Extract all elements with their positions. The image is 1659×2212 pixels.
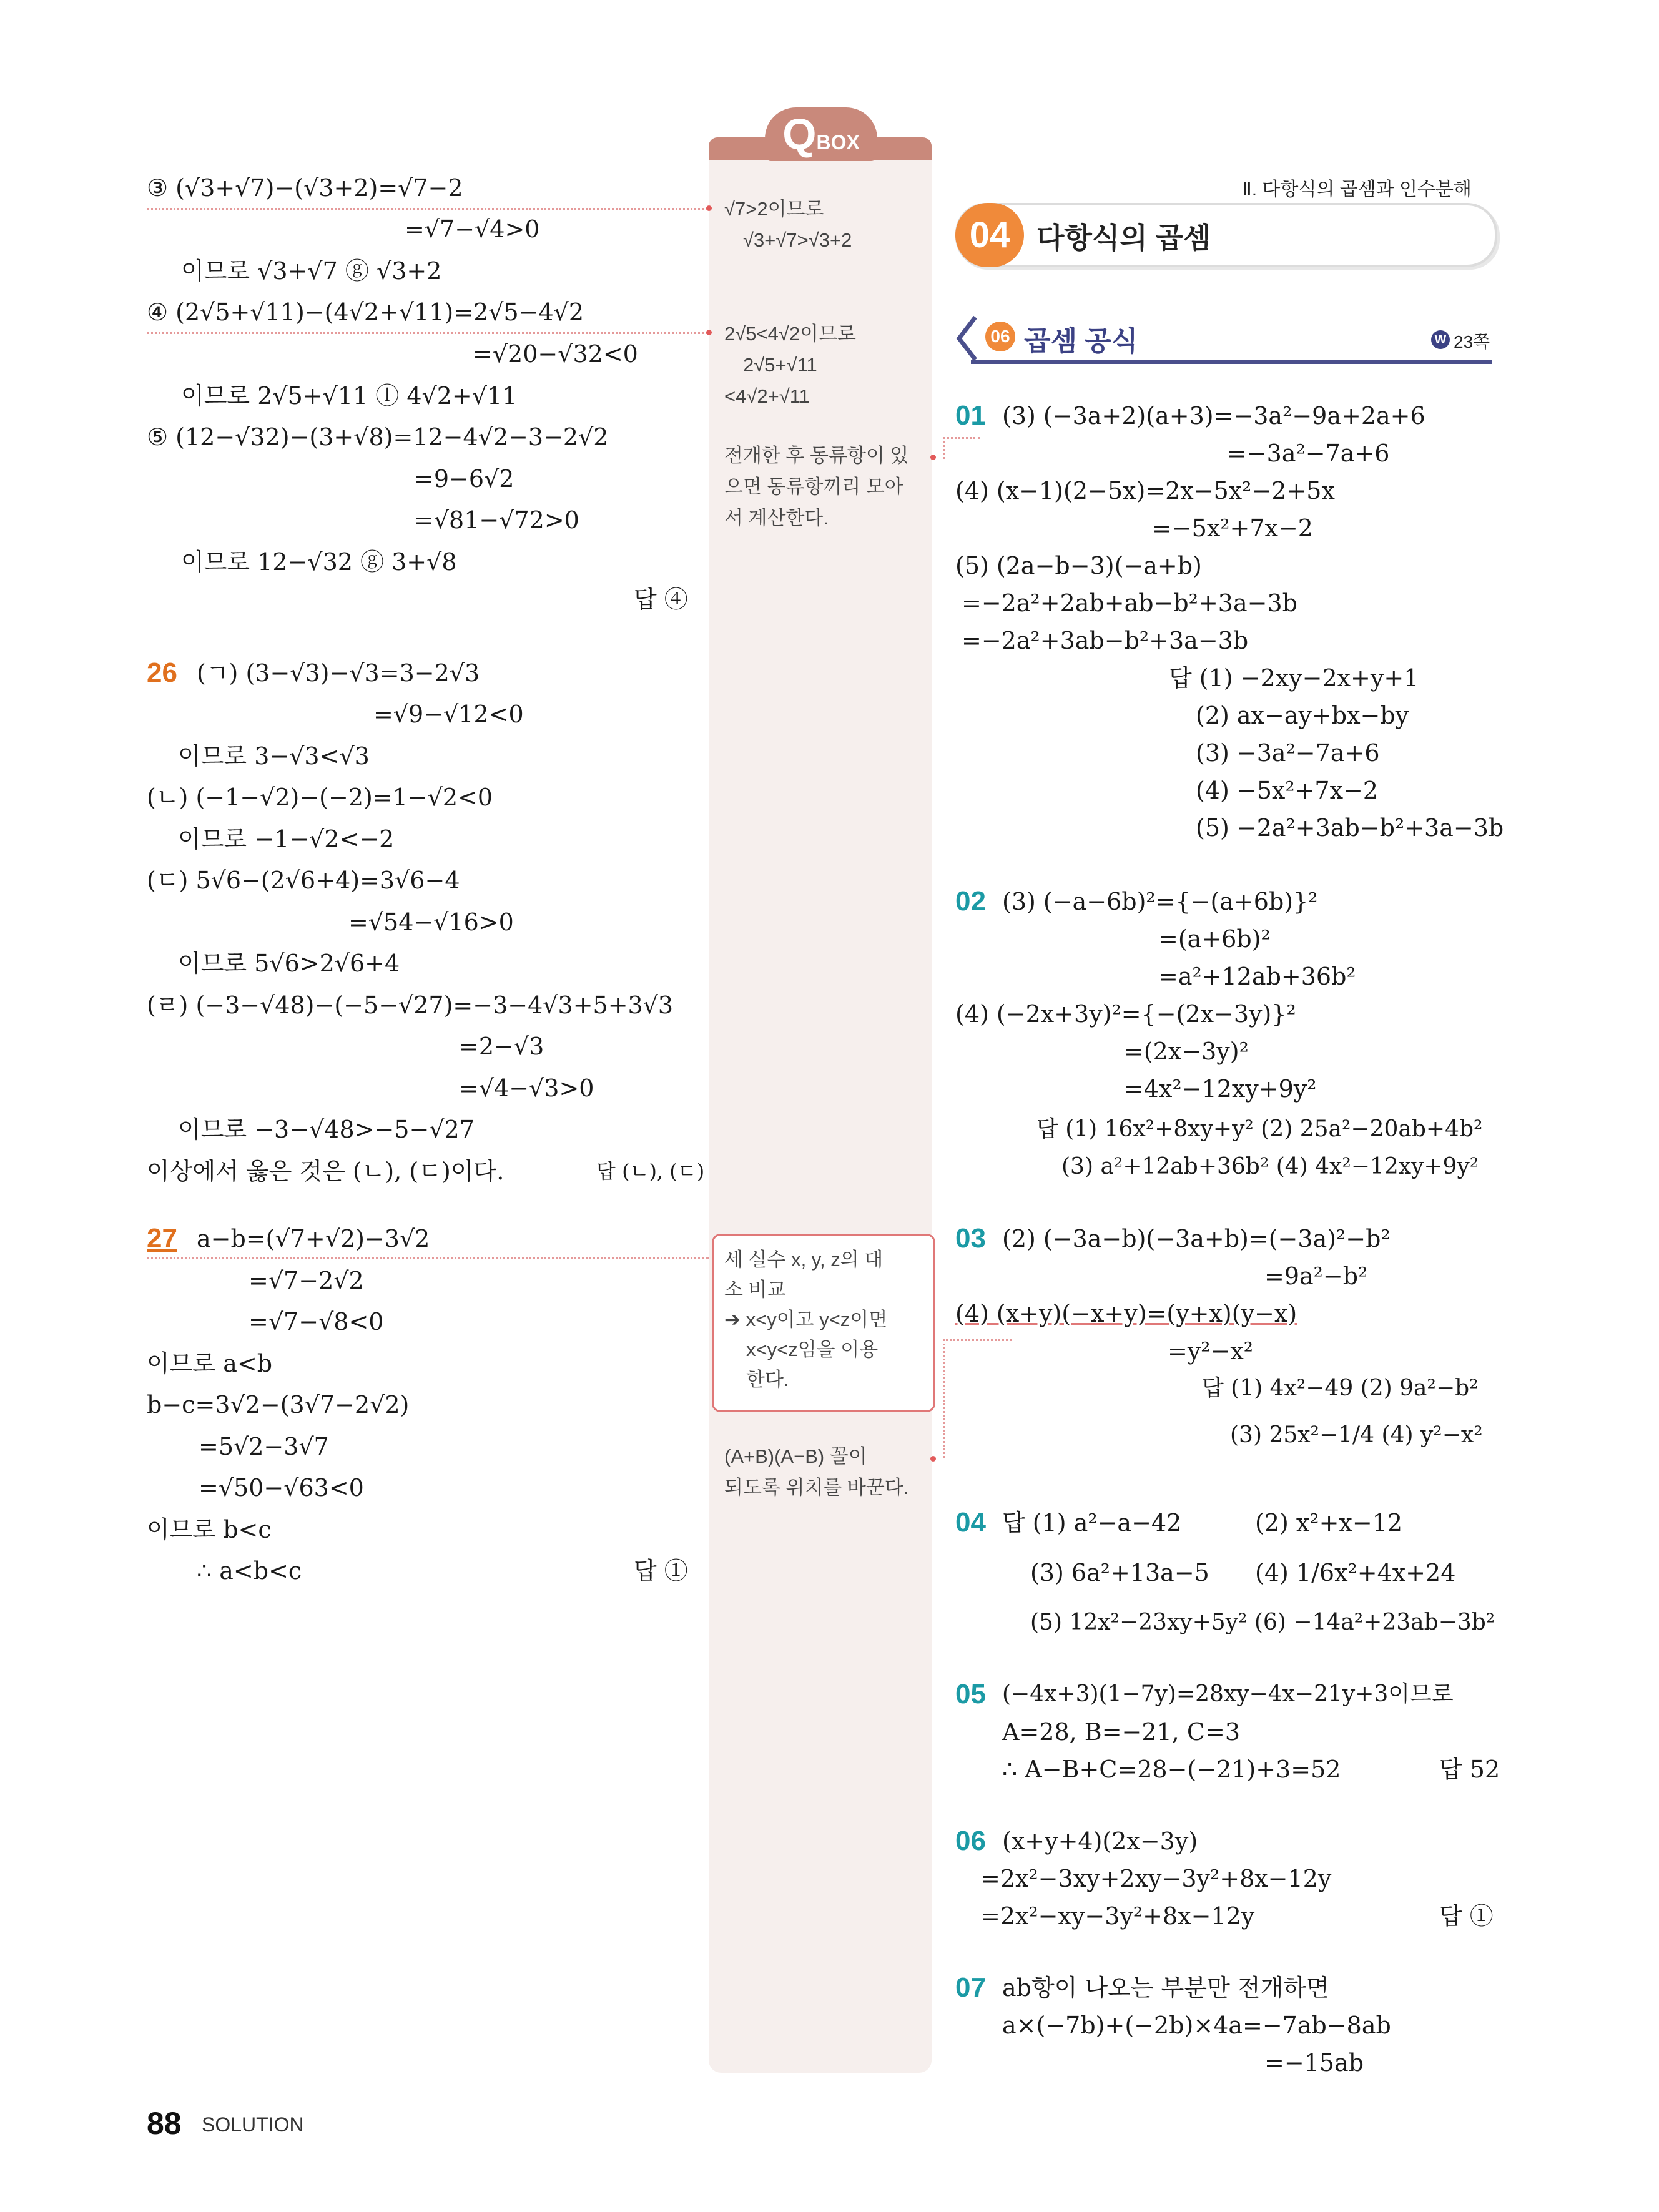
problem-number-04: 04 [955, 1507, 986, 1538]
right-line: a×(−7b)+(−2b)×4a=−7ab−8ab [1002, 2012, 1391, 2039]
chapter-title: Ⅱ. 다항식의 곱셈과 인수분해 [1243, 179, 1472, 200]
left-line: 이므로 −1−√2<−2 [178, 825, 395, 853]
left-line: =√9−√12<0 [373, 700, 524, 728]
left-line: ∴ a<b<c [197, 1557, 302, 1585]
left-line: =2−√3 [459, 1033, 544, 1060]
section-title: 다항식의 곱셈 [1036, 222, 1211, 254]
section-number-badge: 04 [955, 203, 1024, 267]
qbox-note: (A+B)(A−B) 꼴이 [724, 1445, 867, 1467]
answer-line: (2) ax−ay+bx−by [1196, 702, 1409, 729]
right-line: =−2a²+2ab+ab−b²+3a−3b [962, 589, 1297, 617]
answer-line: (5) 12x²−23xy+5y² (6) −14a²+23ab−3b² [1030, 1610, 1495, 1635]
answer-line: 답 (1) −2xy−2x+y+1 [1169, 664, 1419, 692]
right-line: =−5x²+7x−2 [1152, 514, 1313, 542]
qbox-note: x<y<z임을 이용 [746, 1339, 879, 1360]
left-line: (ㄹ) (−3−√48)−(−5−√27)=−3−4√3+5+3√3 [147, 991, 674, 1019]
footer-label: SOLUTION [202, 2113, 304, 2136]
answer-mark: 답 ④ [634, 586, 688, 613]
qbox-note: 되도록 위치를 바꾼다. [724, 1477, 909, 1498]
qbox-note: ➔ x<y이고 y<z이면 [724, 1309, 888, 1330]
left-line: =√7−√4>0 [405, 215, 540, 243]
connector-dot [706, 205, 712, 211]
left-line: =√7−2√2 [249, 1267, 364, 1294]
right-line: (2) (−3a−b)(−3a+b)=(−3a)²−b² [1002, 1225, 1391, 1252]
connector-line [943, 437, 945, 459]
problem-number-26: 26 [147, 657, 177, 688]
right-line: =9a²−b² [1264, 1262, 1368, 1290]
subsection-number-badge: 06 [985, 322, 1015, 351]
right-line: =−15ab [1264, 2049, 1364, 2077]
left-line: =√20−√32<0 [473, 340, 638, 368]
answer-line: (3) 25x²−1/4 (4) y²−x² [1230, 1422, 1483, 1448]
left-line: ④ (2√5+√11)−(4√2+√11)=2√5−4√2 [147, 298, 584, 326]
problem-number-07: 07 [955, 1972, 986, 2003]
subsection-underline [971, 360, 1492, 364]
answer-line: (3) a²+12ab+36b² (4) 4x²−12xy+9y² [1061, 1154, 1479, 1179]
answer-line: 답 52 [1439, 1756, 1500, 1783]
right-line: (4) (x−1)(2−5x)=2x−5x²−2+5x [955, 477, 1335, 504]
qbox-note: 서 계산한다. [724, 507, 829, 529]
answer-line: (2) x²+x−12 [1255, 1509, 1403, 1536]
right-line: (x+y+4)(2x−3y) [1002, 1827, 1198, 1855]
qbox-note: 2√5+√11 [743, 354, 817, 376]
right-line: =y²−x² [1168, 1337, 1254, 1365]
problem-number-06: 06 [955, 1826, 986, 1856]
left-line: 이므로 b<c [147, 1516, 272, 1543]
answer-line: (5) −2a²+3ab−b²+3a−3b [1196, 814, 1504, 842]
answer-line: 답 (1) a²−a−42 [1002, 1509, 1182, 1536]
answer-line: 답 (1) 16x²+8xy+y² (2) 25a²−20ab+4b² [1036, 1116, 1483, 1142]
problem-number-05: 05 [955, 1679, 986, 1709]
left-line: =√54−√16>0 [348, 908, 514, 936]
connector-line [943, 437, 980, 439]
answer-line: (4) 1/6x²+4x+24 [1255, 1559, 1456, 1586]
connector-line [147, 332, 709, 334]
qbox-panel [709, 144, 932, 2073]
right-line: =2x²−3xy+2xy−3y²+8x−12y [980, 1865, 1332, 1892]
left-line: 이므로 3−√3<√3 [178, 742, 370, 770]
qbox-logo: QBOX [765, 107, 877, 161]
left-line: 이므로 12−√32 ⓖ 3+√8 [181, 548, 457, 576]
answer-line: 답 (1) 4x²−49 (2) 9a²−b² [1202, 1375, 1479, 1401]
left-line: b−c=3√2−(3√7−2√2) [147, 1391, 410, 1418]
qbox-note: 으면 동류항끼리 모아 [724, 476, 903, 498]
connector-dot [930, 455, 936, 460]
problem-number-01: 01 [955, 400, 986, 431]
answer-line: (4) −5x²+7x−2 [1196, 777, 1379, 804]
right-line: =−3a²−7a+6 [1227, 440, 1390, 467]
left-line: (ㄱ) (3−√3)−√3=3−2√3 [197, 659, 480, 687]
connector-dot [930, 1456, 936, 1462]
subsection-chevron-icon [954, 313, 979, 366]
left-line: =√7−√8<0 [249, 1308, 384, 1335]
left-line: 이므로 5√6>2√6+4 [178, 950, 400, 977]
qbox-note: √3+√7>√3+2 [743, 229, 852, 251]
left-line: ⑤ (12−√32)−(3+√8)=12−4√2−3−2√2 [147, 423, 609, 451]
connector-line [147, 1257, 709, 1259]
left-line: =√50−√63<0 [199, 1474, 364, 1502]
connector-line [943, 1339, 1012, 1341]
left-line: =√81−√72>0 [414, 506, 579, 534]
connector-line [147, 208, 709, 210]
qbox-note: 한다. [746, 1369, 789, 1390]
qbox-note: 전개한 후 동류항이 있 [724, 445, 909, 466]
left-line: =√4−√3>0 [459, 1074, 594, 1102]
problem-number-03: 03 [955, 1223, 986, 1254]
right-line: =(a+6b)² [1158, 925, 1271, 953]
right-line: ab항이 나오는 부분만 전개하면 [1002, 1974, 1329, 2002]
workbook-icon: W [1431, 330, 1450, 349]
answer-line: 답 ① [1439, 1902, 1494, 1930]
left-line: 이상에서 옳은 것은 (ㄴ), (ㄷ)이다. [147, 1158, 505, 1185]
right-line: =−2a²+3ab−b²+3a−3b [962, 627, 1249, 654]
right-line: A=28, B=−21, C=3 [1002, 1718, 1241, 1746]
left-line: a−b=(√7+√2)−3√2 [197, 1225, 430, 1252]
subsection-title: 곱셈 공식 [1024, 326, 1138, 356]
connector-dot [706, 330, 712, 335]
answer-mark: 답 (ㄴ), (ㄷ) [596, 1159, 705, 1183]
answer-line: (3) 6a²+13a−5 [1030, 1559, 1209, 1586]
connector-line [943, 1339, 945, 1458]
right-line: =(2x−3y)² [1124, 1038, 1249, 1065]
qbox-note: 세 실수 x, y, z의 대 [724, 1249, 884, 1271]
right-line: (3) (−3a+2)(a+3)=−3a²−9a+2a+6 [1002, 402, 1425, 430]
right-line: (3) (−a−6b)²={−(a+6b)}² [1002, 888, 1318, 915]
problem-number-02: 02 [955, 886, 986, 917]
left-line: (ㄷ) 5√6−(2√6+4)=3√6−4 [147, 867, 460, 894]
answer-mark: 답 ① [634, 1557, 688, 1585]
right-line: (−4x+3)(1−7y)=28xy−4x−21y+3이므로 [1002, 1681, 1454, 1707]
workbook-page-ref: 23쪽 [1454, 332, 1490, 351]
left-line: 이므로 −3−√48>−5−√27 [178, 1116, 475, 1143]
right-line: (4) (−2x+3y)²={−(2x−3y)}² [955, 1000, 1296, 1028]
left-line: 이므로 2√5+√11 ⓛ 4√2+√11 [181, 382, 518, 410]
page-number: 88 [147, 2106, 182, 2141]
left-line: (ㄴ) (−1−√2)−(−2)=1−√2<0 [147, 784, 493, 811]
left-line: ③ (√3+√7)−(√3+2)=√7−2 [147, 174, 463, 202]
answer-line: (3) −3a²−7a+6 [1196, 739, 1380, 767]
right-line: =a²+12ab+36b² [1158, 963, 1356, 990]
left-line: 이므로 √3+√7 ⓖ √3+2 [181, 257, 442, 285]
right-line: ∴ A−B+C=28−(−21)+3=52 [1002, 1756, 1341, 1783]
problem-number-27: 27 [147, 1223, 177, 1254]
left-line: =9−6√2 [414, 465, 514, 493]
qbox-note: 2√5<4√2이므로 [724, 323, 856, 345]
qbox-note: √7>2이므로 [724, 198, 824, 220]
right-line: =2x²−xy−3y²+8x−12y [980, 1902, 1255, 1930]
right-line: =4x²−12xy+9y² [1124, 1075, 1317, 1103]
left-line: 이므로 a<b [147, 1350, 273, 1377]
qbox-note: <4√2+√11 [724, 385, 810, 407]
left-line: =5√2−3√7 [199, 1433, 329, 1460]
right-line: (4) (x+y)(−x+y)=(y+x)(y−x) [955, 1300, 1297, 1327]
right-line: (5) (2a−b−3)(−a+b) [955, 552, 1202, 579]
qbox-note: 소 비교 [724, 1279, 786, 1300]
